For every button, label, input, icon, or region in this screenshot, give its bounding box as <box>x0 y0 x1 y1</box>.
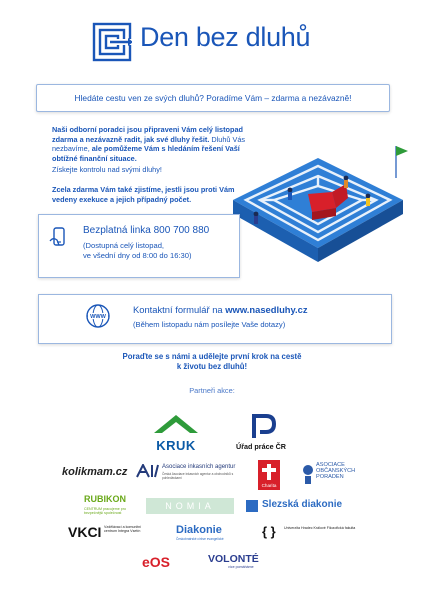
partners-label: Partneři akce: <box>189 386 235 395</box>
volonte-subtext: více pomáháme <box>228 565 254 569</box>
hotline-title: Bezplatná linka 800 700 880 <box>83 225 210 236</box>
kruk-text: KRUK <box>156 438 196 453</box>
urad-prace-text: Úřad práce ČR <box>236 442 286 451</box>
slezska-diakonie-logo <box>246 498 372 514</box>
control-paragraph: Získejte kontrolu nad svými dluhy! <box>52 165 162 174</box>
www-globe-icon <box>85 303 111 329</box>
charita-logo <box>258 460 280 490</box>
exekuce-bold: Zcela zdarma Vám také zjistíme, jestli jsou proti Vám vedeny exekuce a jejich případný počet. <box>52 185 235 204</box>
nomia-logo: NOMIA <box>146 498 234 514</box>
hotline-note-line1: (Dostupná celý listopad, <box>83 241 165 250</box>
intro-normal: Dluhů Vás nezbavíme, <box>52 134 246 154</box>
intro-paragraph <box>52 125 252 163</box>
page-title: Den bez dluhů <box>140 22 311 52</box>
question-text: Hledáte cestu ven ze svých dluhů? Poradíme Vám – zdarma a nezávazně! <box>74 93 352 103</box>
kolikmam-logo: kolikmam.cz <box>62 466 128 478</box>
uhk-text: Univerzita Hradec Králové Filozofická fakulta <box>284 526 356 530</box>
uhk-mark-icon: { } <box>262 524 276 539</box>
web-form-line <box>133 304 308 315</box>
web-form-box <box>38 294 392 344</box>
aop-logo <box>302 462 362 492</box>
charita-text: Charita <box>261 483 277 488</box>
maze-logo-icon <box>92 22 132 62</box>
uhk-logo <box>262 524 356 542</box>
ai-subtext: Česká Asociace inkasních agentur a obchodníků s pohledávkami <box>162 472 234 480</box>
urad-prace-logo <box>226 412 296 454</box>
web-url-link[interactable]: www.nasedluhy.cz <box>225 304 308 315</box>
volonte-logo <box>208 553 264 575</box>
hotline-note-line2: ve všední dny od 8:00 do 16:30) <box>83 251 192 260</box>
slezska-text: Slezská diakonie <box>262 499 343 510</box>
web-note: (Během listopadu nám posílejte Vaše dotazy) <box>133 320 286 329</box>
question-banner <box>36 84 390 112</box>
intro-bold-1: Naši odborní poradci jsou připraveni Vám celý listopad zdarma a nezávazně radit, jak své dluhy řešit. <box>52 125 243 144</box>
svg-text:WWW: WWW <box>90 314 106 321</box>
slezska-mark-icon <box>246 500 258 512</box>
cta-line2: k životu bez dluhů! <box>176 362 248 371</box>
vkci-subtext: Vzdělávací a komunitní centrum Integra Vsetín <box>104 525 142 534</box>
web-prefix: Kontaktní formulář na <box>133 304 226 315</box>
call-to-action <box>60 352 364 372</box>
diakonie-subtext: Českobratrské církve evangelické <box>176 537 224 541</box>
aop-text: ASOCIACE OBČANSKÝCH PORADEN <box>316 462 356 481</box>
phone-hand-icon <box>49 227 69 247</box>
vkci-logo <box>68 524 142 546</box>
vkci-text: VKCI <box>68 524 102 540</box>
asociace-inkasnich-agentur-logo <box>136 462 248 486</box>
rubikon-subtext: CENTRUM pracujeme pro bezpečnější společnost <box>84 507 126 515</box>
hotline-note <box>83 241 233 261</box>
cta-line1: Poraďte se s námi a udělejte první krok na cestě <box>122 352 302 361</box>
diakonie-text: Diakonie <box>176 524 222 536</box>
rubikon-text: RUBIKON <box>84 494 126 504</box>
ai-text: Asociace inkasních agentur <box>162 464 236 470</box>
volonte-text: VOLONTÉ <box>208 553 259 565</box>
maze-illustration <box>228 138 408 268</box>
exekuce-paragraph <box>52 185 252 204</box>
diakonie-logo <box>176 524 250 544</box>
eos-logo: eOS <box>142 554 171 570</box>
kruk-logo <box>150 413 202 453</box>
rubikon-logo <box>84 494 132 516</box>
intro-bold-2: ale pomůžeme Vám s hledáním řešení Vaší obtížné finanční situace. <box>52 144 240 163</box>
hotline-box <box>38 214 240 278</box>
